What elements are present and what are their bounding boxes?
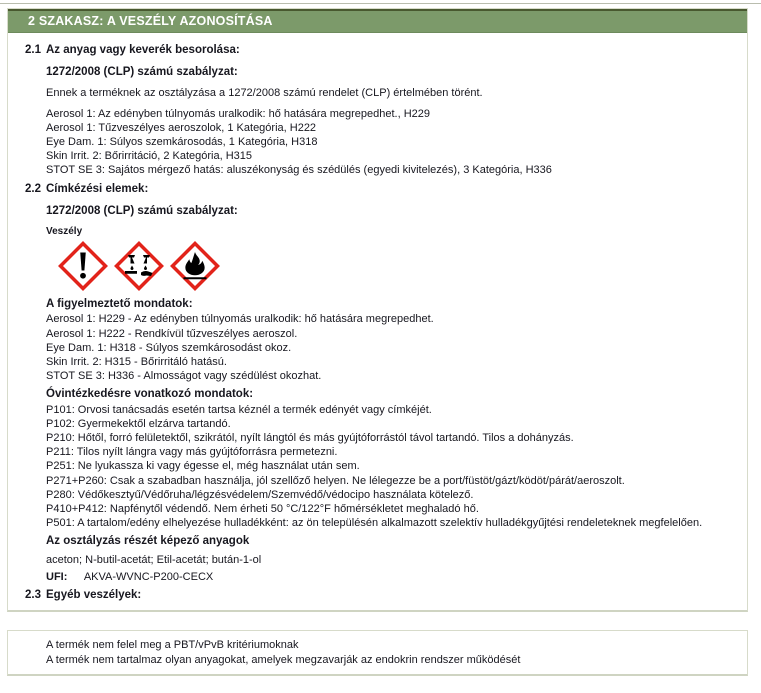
hazard-statement: Aerosol 1: H229 - Az edényben túlnyomás uralkodik: hő hatására megrepedhet.: [46, 313, 434, 326]
precautionary-statement: P211: Tilos nyílt lángra vagy más gyújtóforrásra permetezni.: [46, 446, 338, 459]
precautionary-statement: P102: Gyermekektől elzárva tartandó.: [46, 417, 231, 430]
classification-components: aceton; N-butil-acetát; Etil-acetát; bután-1-ol: [46, 553, 262, 566]
subsection-2-1-body: [46, 65, 739, 177]
classification-components-heading: Az osztályzás részét képező anyagok: [46, 535, 250, 548]
sds-page: [0, 3, 761, 676]
precautionary-statement: P280: Védőkesztyű/Védőruha/légzésvédelem/Szemvédő/védocipo használata kötelező.: [46, 488, 474, 501]
page-top-rule: [0, 3, 761, 4]
clp-regulation-heading: 1272/2008 (CLP) számú szabályzat:: [46, 204, 238, 217]
signal-word: Veszély: [46, 226, 83, 238]
subsection-title: Egyéb veszélyek:: [46, 589, 142, 602]
subsection-2-2-body: [46, 204, 739, 584]
subsection-2-2-heading: [8, 182, 739, 196]
hazard-statement: Aerosol 1: H222 - Rendkívül tűzveszélyes aeroszol.: [46, 327, 298, 340]
ghs07-exclamation-icon: [58, 241, 108, 291]
ufi-label: UFI:: [46, 570, 68, 583]
precautionary-statement: P501: A tartalom/edény elhelyezése hulladékként: az ön településén alkalmazott szelektív hulladékgyűjtési rendeleteknek megfelelően.: [46, 517, 703, 530]
classification-item: Aerosol 1: Tűzveszélyes aeroszolok, 1 Kategória, H222: [46, 121, 317, 134]
ufi-value: AKVA-WVNC-P200-CECX: [83, 570, 214, 583]
classification-item: STOT SE 3: Sajátos mérgező hatás: aluszékonyság és szédülés (egyedi kivitelezés), 3 Kategória, H336: [46, 164, 552, 177]
classification-intro: Ennek a terméknek az osztályzása a 1272/2008 számú rendelet (CLP) értelmében törént.: [46, 87, 483, 100]
section-2-content: [8, 33, 747, 610]
subsection-2-1-heading: [8, 43, 739, 57]
precautionary-statement: P251: Ne lyukassza ki vagy égesse el, még használat után sem.: [46, 460, 360, 473]
subsection-title: Az anyag vagy keverék besorolása:: [46, 44, 240, 56]
ufi-row: [46, 570, 739, 584]
ghs02-flame-icon: [170, 241, 220, 291]
endocrine-statement: A termék nem tartalmaz olyan anyagokat, amelyek megzavarják az endokrin rendszer működését: [46, 653, 521, 666]
ghs-pictogram-row: [46, 241, 739, 291]
subsection-number: 2.1: [25, 44, 41, 56]
precautionary-statement: P101: Orvosi tanácsadás esetén tartsa kéznél a termék edényét vagy címkéjét.: [46, 403, 432, 416]
clp-regulation-heading: 1272/2008 (CLP) számú szabályzat:: [46, 66, 238, 79]
pbt-statement: A termék nem felel meg a PBT/vPvB kritériumoknak: [46, 639, 299, 652]
precautionary-statement: P271+P260: Csak a szabadban használja, jól szellőző helyen. Ne lélegezze be a port/füstöt/gázt/ködöt/párát/aeroszolt.: [46, 474, 625, 487]
classification-item: Aerosol 1: Az edényben túlnyomás uralkodik: hő hatására megrepedhet., H229: [46, 107, 431, 120]
hazard-statement: Eye Dam. 1: H318 - Súlyos szemkárosodást okoz.: [46, 341, 292, 354]
classification-item: Skin Irrit. 2: Bőrirritáció, 2 Kategória, H315: [46, 150, 253, 163]
precautionary-statement-list: [46, 403, 739, 531]
hazard-statements-heading: A figyelmeztető mondatok:: [46, 298, 193, 311]
section-2-box: [7, 8, 748, 612]
precautionary-statement: P210: Hőtől, forró felületektől, szikrától, nyílt lángtól és más gyújtóforrástól távol tartandó. Tilos a dohányzás.: [46, 432, 574, 445]
hazard-statement: Skin Irrit. 2: H315 - Bőrirritáló hatású.: [46, 356, 227, 369]
hazard-statement: STOT SE 3: H336 - Almosságot vagy szédülést okozhat.: [46, 370, 322, 383]
subsection-number: 2.2: [25, 182, 41, 195]
other-hazards-info-box: [7, 630, 748, 675]
subsection-title: Címkézési elemek:: [46, 182, 149, 195]
classification-item: Eye Dam. 1: Súlyos szemkárosodás, 1 Kategória, H318: [46, 136, 318, 149]
classification-list: [46, 107, 739, 178]
precautionary-statement: P410+P412: Napfénytől védendő. Nem érheti 50 °C/122°F hőmérsékletet meghaladó hő.: [46, 503, 479, 516]
subsection-number: 2.3: [25, 589, 41, 602]
precautionary-statements-heading: Óvintézkedésre vonatkozó mondatok:: [46, 388, 254, 401]
ghs05-corrosion-icon: [114, 241, 164, 291]
subsection-2-3-heading: [8, 588, 739, 602]
hazard-statement-list: [46, 312, 739, 383]
section-2-header: 2 SZAKASZ: A VESZÉLY AZONOSÍTÁSA: [8, 9, 747, 33]
